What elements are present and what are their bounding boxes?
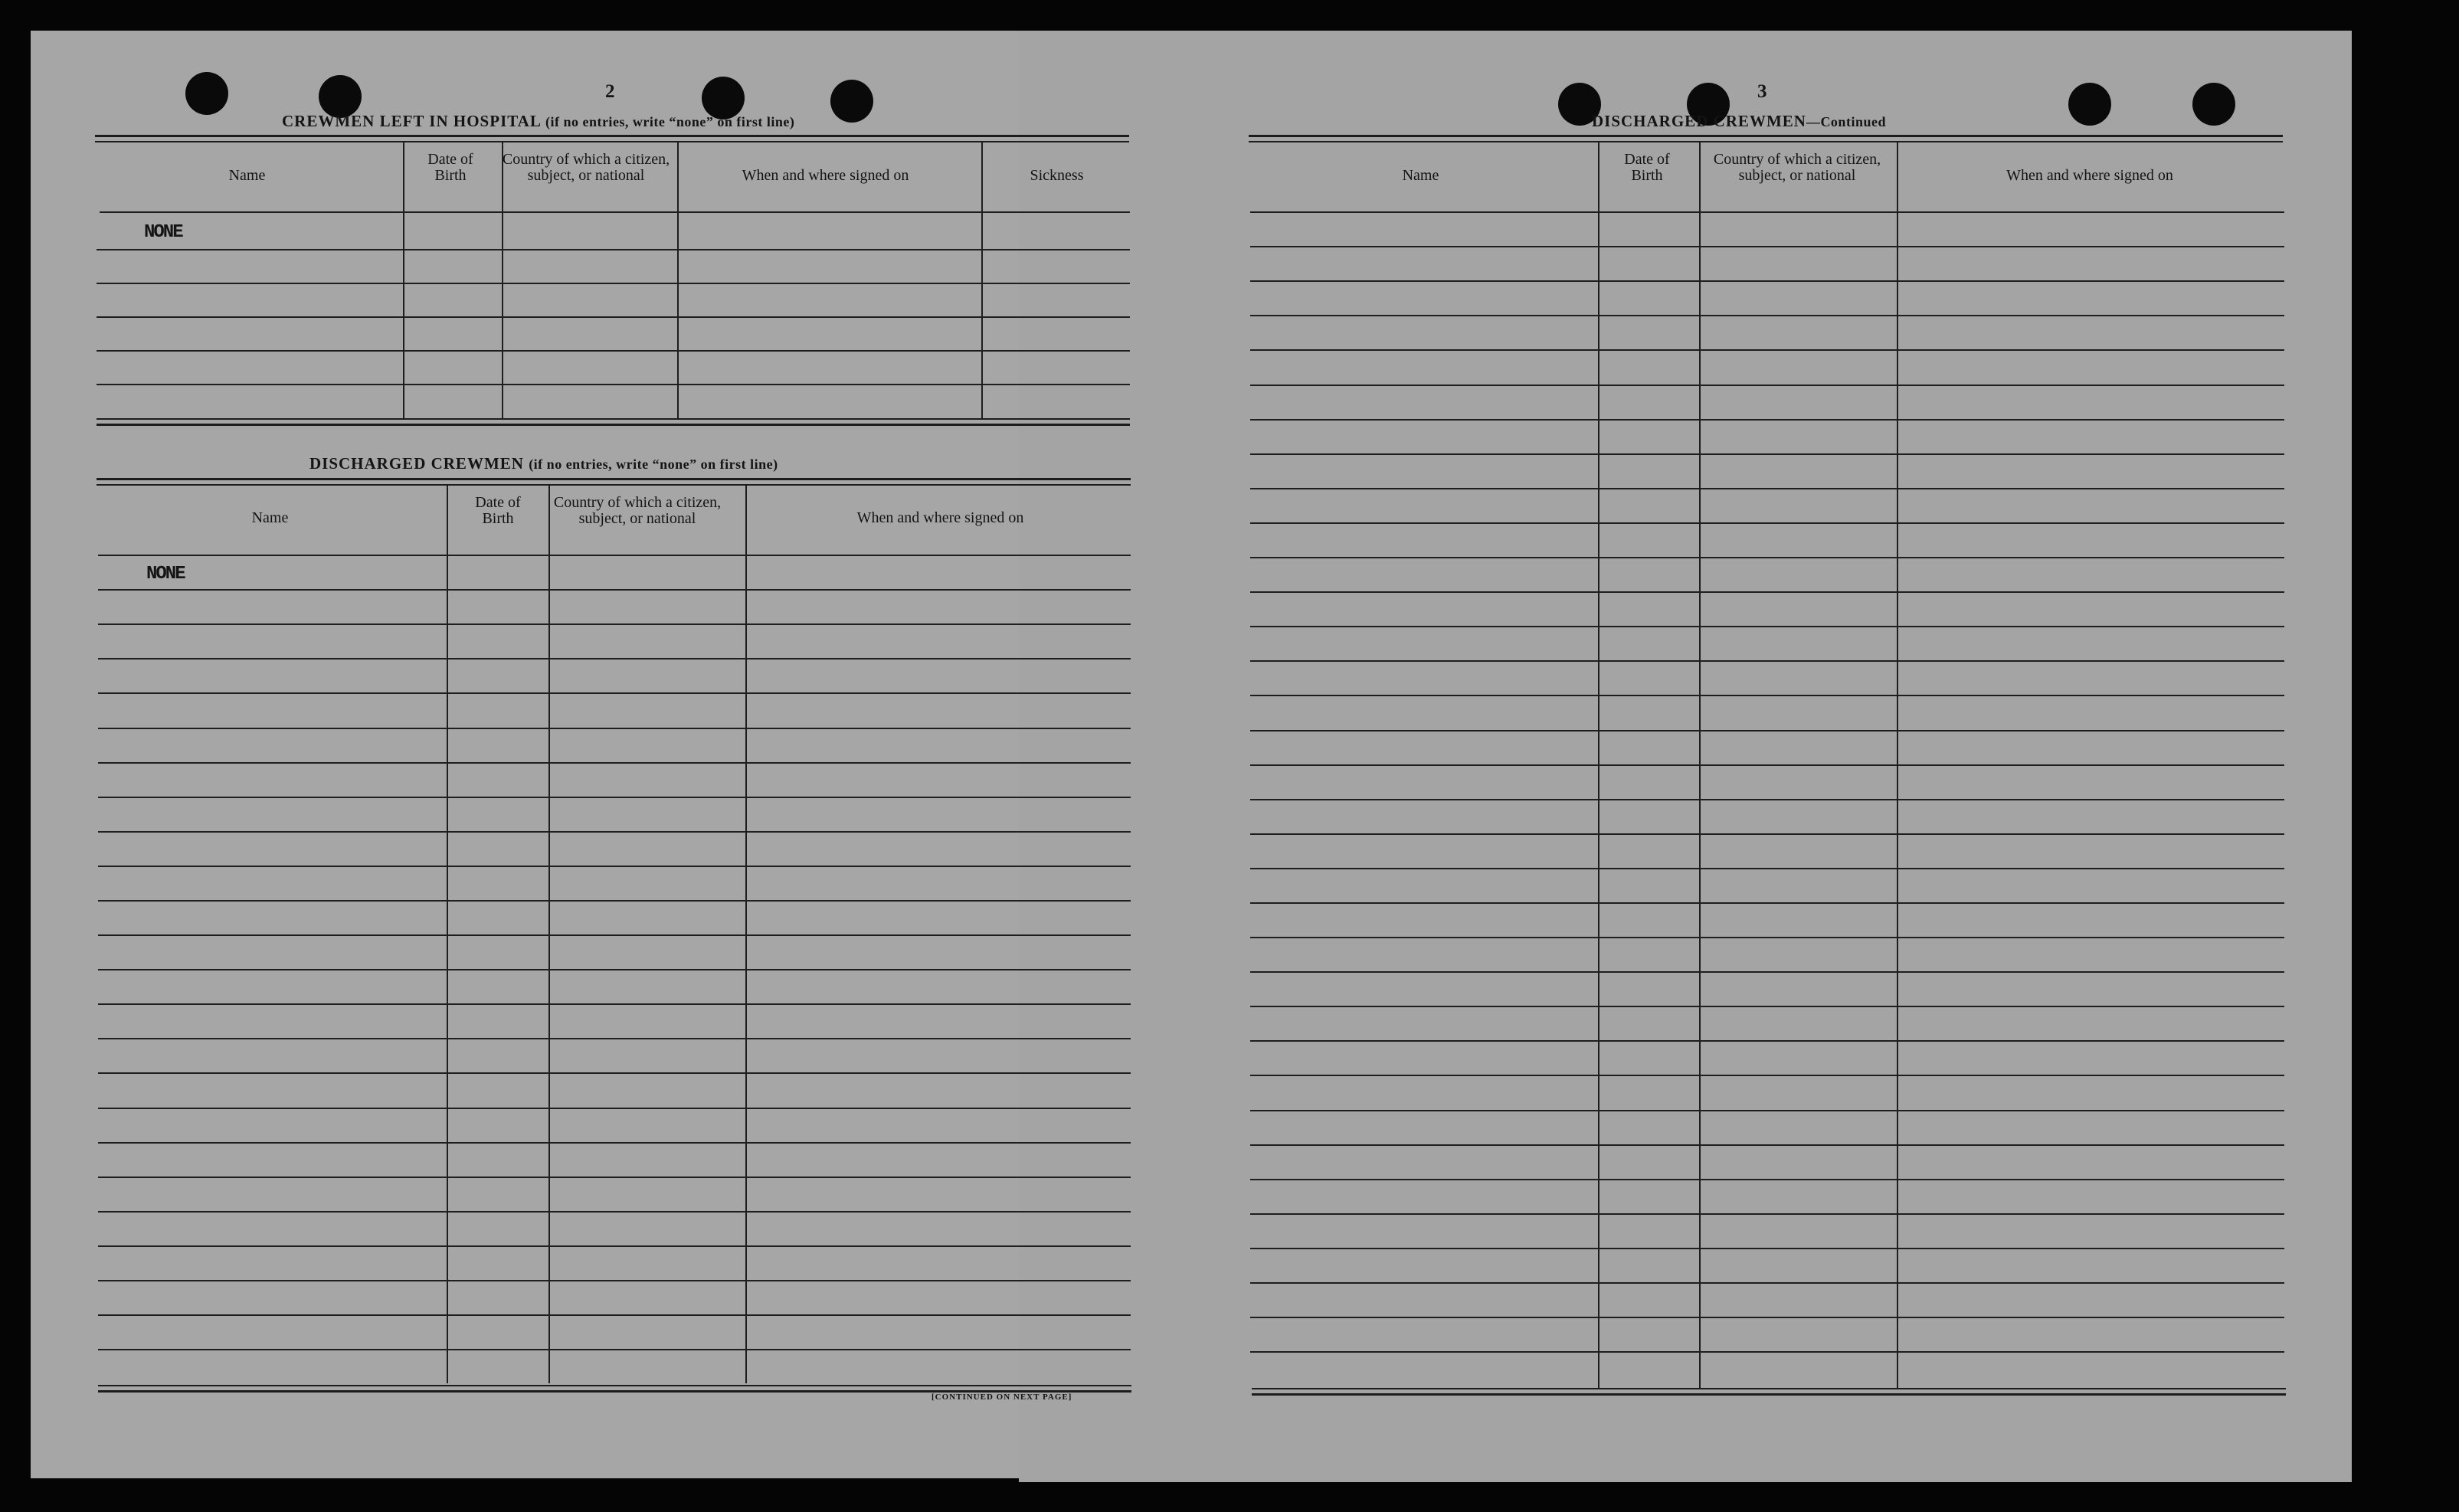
section-bottom-rule [1252, 1393, 2286, 1396]
row-line [98, 589, 1131, 591]
row-line [98, 831, 1131, 833]
row-line [98, 1003, 1131, 1005]
page-number: 3 [1757, 81, 1767, 102]
continued-footer: [CONTINUED ON NEXT PAGE] [932, 1393, 1072, 1402]
column-header-signed-on: When and where signed on [2006, 167, 2173, 184]
row-line [98, 623, 1131, 625]
column-header-signed-on: When and where signed on [742, 167, 909, 184]
row-line [98, 1177, 1131, 1178]
row-line [1250, 695, 2284, 696]
row-line [1250, 315, 2284, 316]
row-line [98, 1280, 1131, 1281]
row-line [98, 934, 1131, 936]
row-line [98, 969, 1131, 970]
row-line [98, 1108, 1131, 1109]
row-line [1250, 1110, 2284, 1111]
row-line [97, 350, 1130, 352]
column-header-date-of-birth: Date of Birth [1624, 151, 1670, 184]
row-line [98, 658, 1131, 659]
row-line [1250, 419, 2284, 421]
row-line [1250, 868, 2284, 869]
section-bottom-rule [98, 1385, 1131, 1386]
row-line [98, 555, 1131, 556]
right-section-title [1592, 112, 1886, 131]
hospital-first-entry: NONE [144, 222, 182, 243]
row-line [1250, 1040, 2284, 1042]
section-bottom-rule [1252, 1388, 2286, 1389]
column-header-date-of-birth: Date of Birth [427, 151, 473, 184]
row-line [98, 797, 1131, 798]
row-line [98, 1314, 1131, 1316]
top-rule [1249, 135, 2283, 137]
top-rule [97, 478, 1131, 480]
column-header-name: Name [251, 509, 289, 526]
column-divider [677, 142, 679, 418]
row-line [1250, 1248, 2284, 1249]
row-line [1250, 211, 2284, 213]
row-line [98, 728, 1131, 729]
discharged-title-note: (if no entries, write “none” on first line) [529, 457, 778, 472]
row-line [98, 1245, 1131, 1247]
row-line [98, 762, 1131, 764]
right-title-main: DISCHARGED CREWMEN [1592, 112, 1806, 130]
top-rule [1249, 141, 2283, 142]
row-line [1250, 280, 2284, 282]
row-line [98, 1349, 1131, 1350]
row-line [1250, 1317, 2284, 1318]
column-header-sickness: Sickness [1030, 167, 1084, 184]
top-rule [95, 135, 1129, 137]
row-line [1250, 937, 2284, 938]
punch-hole [830, 80, 873, 123]
row-line [97, 384, 1130, 385]
row-line [98, 1072, 1131, 1074]
row-line [1250, 764, 2284, 766]
row-line [1250, 1144, 2284, 1146]
row-line [97, 249, 1130, 250]
column-header-name: Name [1402, 167, 1439, 184]
column-header-country: Country of which a citizen, subject, or national [553, 494, 722, 527]
row-line [98, 692, 1131, 694]
column-header-name: Name [228, 167, 266, 184]
header-bottom-rule [100, 211, 1130, 213]
row-line [1250, 349, 2284, 351]
row-line [1250, 246, 2284, 247]
row-line [1250, 488, 2284, 489]
discharged-title-main: DISCHARGED CREWMEN [309, 454, 524, 473]
section-bottom-rule [97, 424, 1130, 426]
discharged-section-title [309, 454, 778, 473]
column-header-date-of-birth: Date of Birth [475, 494, 521, 527]
punch-hole [2068, 83, 2111, 126]
row-line [1250, 1179, 2284, 1180]
row-line [1250, 971, 2284, 973]
row-line [1250, 591, 2284, 593]
row-line [1250, 453, 2284, 455]
row-line [1250, 1282, 2284, 1284]
top-rule [95, 141, 1129, 142]
row-line [1250, 1351, 2284, 1353]
row-line [1250, 385, 2284, 386]
column-header-country: Country of which a citizen, subject, or national [502, 151, 670, 184]
row-line [98, 866, 1131, 867]
right-title-suffix: —Continued [1806, 114, 1886, 129]
column-divider [981, 142, 983, 418]
row-line [98, 1211, 1131, 1213]
row-line [97, 283, 1130, 284]
row-line [1250, 902, 2284, 904]
column-header-signed-on: When and where signed on [856, 509, 1024, 526]
section-bottom-rule [97, 418, 1130, 420]
punch-hole [185, 72, 228, 115]
column-divider [502, 142, 503, 418]
row-line [1250, 557, 2284, 558]
punch-hole [2192, 83, 2235, 126]
row-line [98, 1142, 1131, 1144]
right-paper-sheet [1019, 31, 2352, 1482]
row-line [1250, 833, 2284, 835]
column-divider [403, 142, 404, 418]
row-line [1250, 626, 2284, 627]
top-rule [97, 484, 1131, 486]
row-line [98, 1038, 1131, 1039]
hospital-title-note: (if no entries, write “none” on first line) [545, 114, 795, 129]
hospital-section-title [282, 112, 794, 131]
discharged-first-entry: NONE [146, 564, 185, 584]
row-line [1250, 799, 2284, 800]
row-line [1250, 1213, 2284, 1215]
row-line [1250, 1006, 2284, 1007]
column-header-country: Country of which a citizen, subject, or national [1713, 151, 1881, 184]
page-number: 2 [605, 81, 615, 102]
row-line [97, 316, 1130, 318]
row-line [98, 900, 1131, 902]
row-line [1250, 1075, 2284, 1076]
row-line [1250, 730, 2284, 731]
row-line [1250, 660, 2284, 662]
hospital-title-main: CREWMEN LEFT IN HOSPITAL [282, 112, 541, 130]
row-line [1250, 522, 2284, 524]
